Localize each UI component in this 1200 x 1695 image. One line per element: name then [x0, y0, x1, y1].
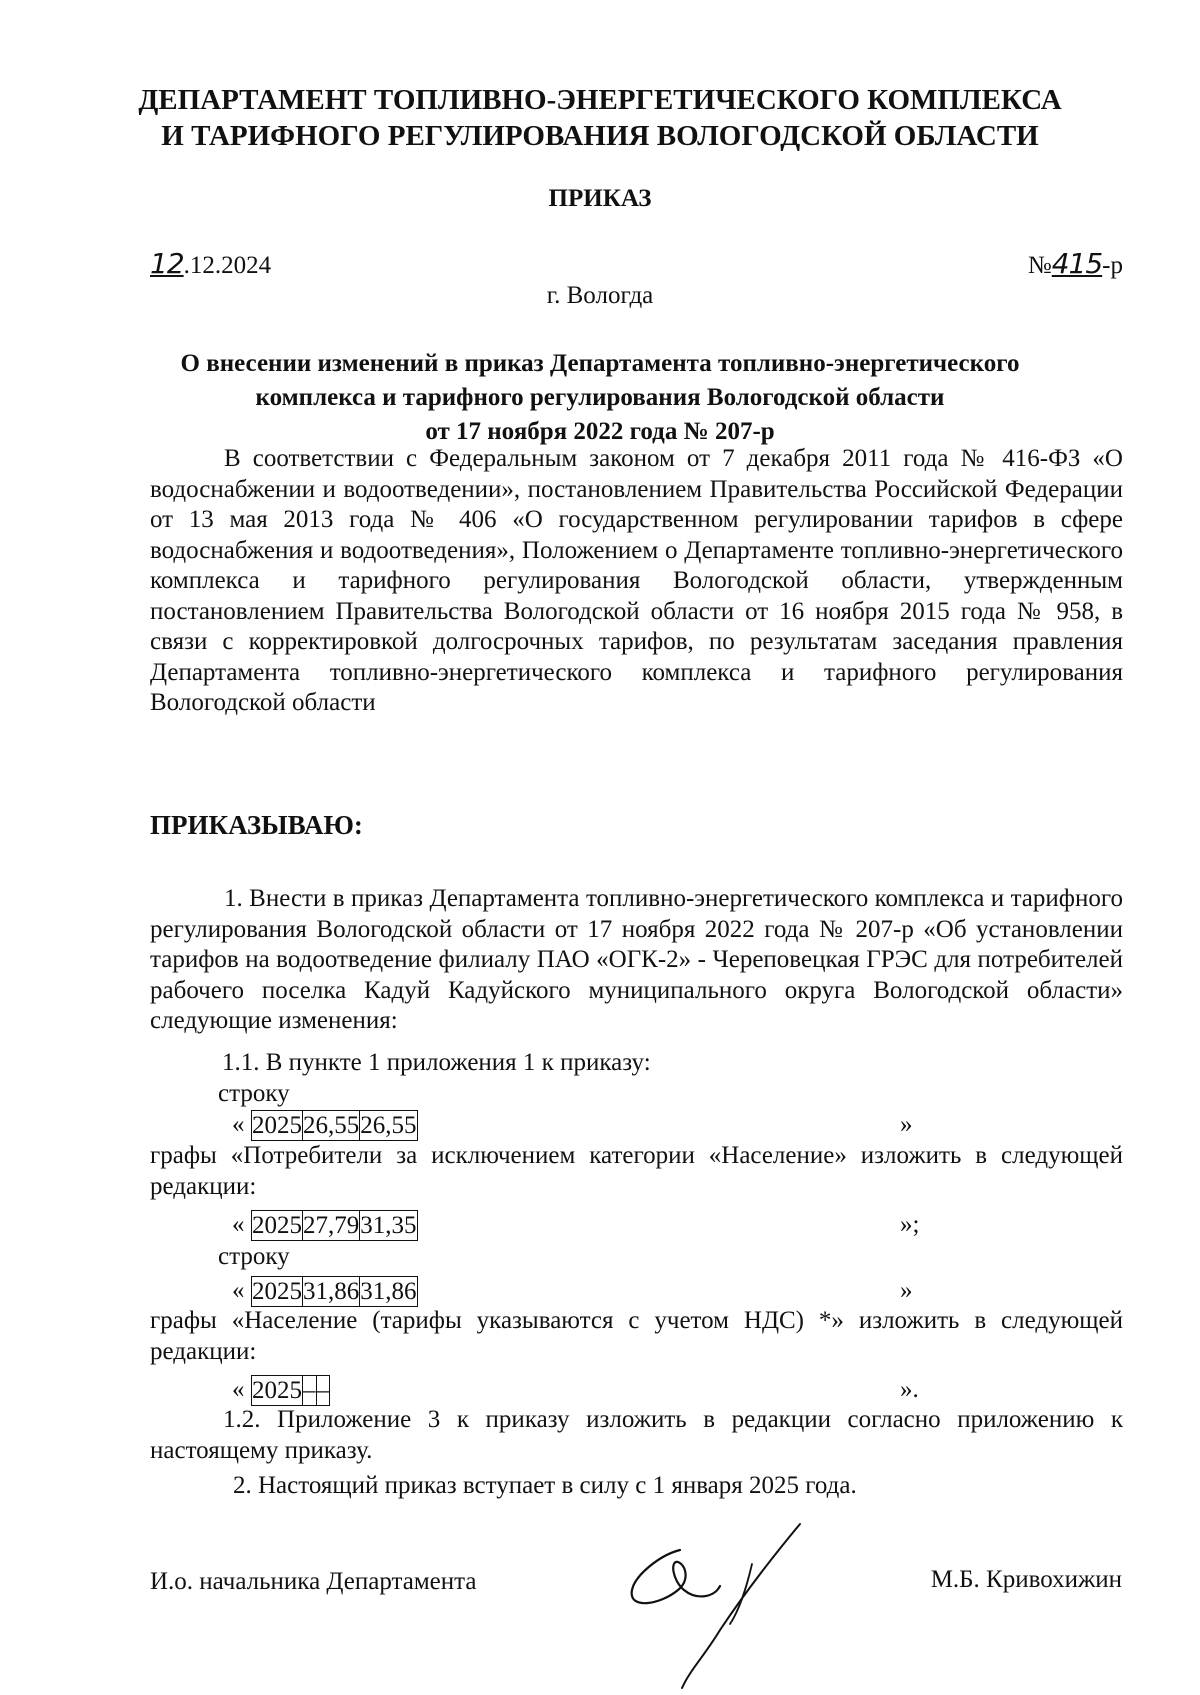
word-stroku-2: строку — [218, 1243, 290, 1270]
year-cell: 2025 — [252, 1377, 302, 1404]
document-type: ПРИКАЗ — [548, 185, 652, 212]
tariff-table-2 — [251, 1210, 418, 1241]
date-rest: .12.2024 — [183, 252, 272, 279]
subject-line-1: О внесении изменений в приказ Департамента топливно-энергетического — [180, 350, 1020, 377]
quote-close: »; — [900, 1211, 920, 1238]
order-number — [1028, 247, 1123, 280]
tariff-table-4 — [251, 1375, 330, 1406]
item-1: 1. Внести в приказ Департамента топливно-энергетического комплекса и тарифного регулирования Вологодской области от 17 ноября 2022 года № 207-р «Об установлении тарифов на водоотведение филиалу ПАО «ОГК-2» - Череповецкая ГРЭС для потребителей рабочего поселка Кадуй Кадуйского муниципального округа Вологодской области» следующие изменения: — [150, 885, 1123, 1034]
tariff-table-1 — [251, 1110, 418, 1141]
signer-position: И.о. начальника Департамента — [150, 1568, 477, 1595]
tariff-cell-1: – — [303, 1377, 316, 1404]
quote-close: ». — [900, 1376, 919, 1403]
quote-close: » — [900, 1111, 913, 1138]
quote-open: « — [232, 1376, 245, 1403]
quote-open: « — [232, 1277, 245, 1304]
tariff-table-3 — [251, 1276, 418, 1307]
tariff-cell-2: 31,35 — [360, 1212, 417, 1239]
number-handwritten: 415 — [1051, 247, 1103, 280]
quote-close: » — [900, 1277, 913, 1304]
tariff-cell-2: – — [316, 1377, 329, 1404]
order-subject — [0, 347, 1200, 449]
city: г. Вологда — [546, 282, 654, 309]
tariff-cell-1: 26,55 — [303, 1112, 360, 1139]
item-2: 2. Настоящий приказ вступает в силу с 1 января 2025 года. — [233, 1472, 857, 1499]
graph-2-text: графы «Население (тарифы указываются с учетом НДС) *» изложить в следующей редакции: — [150, 1307, 1123, 1365]
item-1-2: 1.2. Приложение 3 к приказу изложить в редакции согласно приложению к настоящему приказу. — [150, 1406, 1123, 1464]
department-name — [0, 82, 1200, 154]
word-stroku-1: строку — [218, 1080, 290, 1107]
year-cell: 2025 — [252, 1212, 302, 1239]
signer-name: М.Б. Кривохижин — [930, 1566, 1122, 1593]
order-word: ПРИКАЗЫВАЮ: — [150, 810, 363, 840]
tariff-cell-1: 31,86 — [303, 1278, 360, 1305]
graph-1-text: графы «Потребители за исключением категории «Население» изложить в следующей редакции: — [150, 1142, 1123, 1200]
year-cell: 2025 — [252, 1112, 302, 1139]
tariff-cell-2: 26,55 — [360, 1112, 417, 1139]
department-line-2: И ТАРИФНОГО РЕГУЛИРОВАНИЯ ВОЛОГОДСКОЙ ОБЛАСТИ — [161, 120, 1039, 152]
number-prefix: № — [1027, 252, 1052, 279]
item-1-1: 1.1. В пункте 1 приложения 1 к приказу: — [222, 1049, 651, 1076]
number-suffix: -р — [1102, 252, 1123, 279]
quote-open: « — [232, 1211, 245, 1238]
handwritten-signature — [620, 1520, 820, 1690]
order-date — [150, 247, 271, 280]
quote-open: « — [232, 1111, 245, 1138]
tariff-cell-1: 27,79 — [303, 1212, 360, 1239]
department-line-1: ДЕПАРТАМЕНТ ТОПЛИВНО-ЭНЕРГЕТИЧЕСКОГО КОМПЛЕКСА — [138, 84, 1062, 116]
tariff-cell-2: 31,86 — [360, 1278, 417, 1305]
preamble: В соответствии с Федеральным законом от 7 декабря 2011 года № 416-ФЗ «О водоснабжении и водоотведении», постановлением Правительства Российской Федерации от 13 мая 2013 года № 406 «О государственном регулировании тарифов в сфере водоснабжения и водоотведения», Положением о Департаменте топливно-энергетического комплекса и тарифного регулирования Вологодской области, утвержденным постановлением Правительства Вологодской области от 16 ноября 2015 года № 958, в связи с корректировкой долгосрочных тарифов, по результатам заседания правления Департамента топливно-энергетического комплекса и тарифного регулирования Вологодской области — [150, 445, 1123, 716]
year-cell: 2025 — [252, 1278, 302, 1305]
subject-line-3: от 17 ноября 2022 года № 207-р — [425, 418, 775, 445]
date-day-handwritten: 12 — [150, 247, 184, 280]
subject-line-2: комплекса и тарифного регулирования Вологодской области — [255, 384, 945, 411]
